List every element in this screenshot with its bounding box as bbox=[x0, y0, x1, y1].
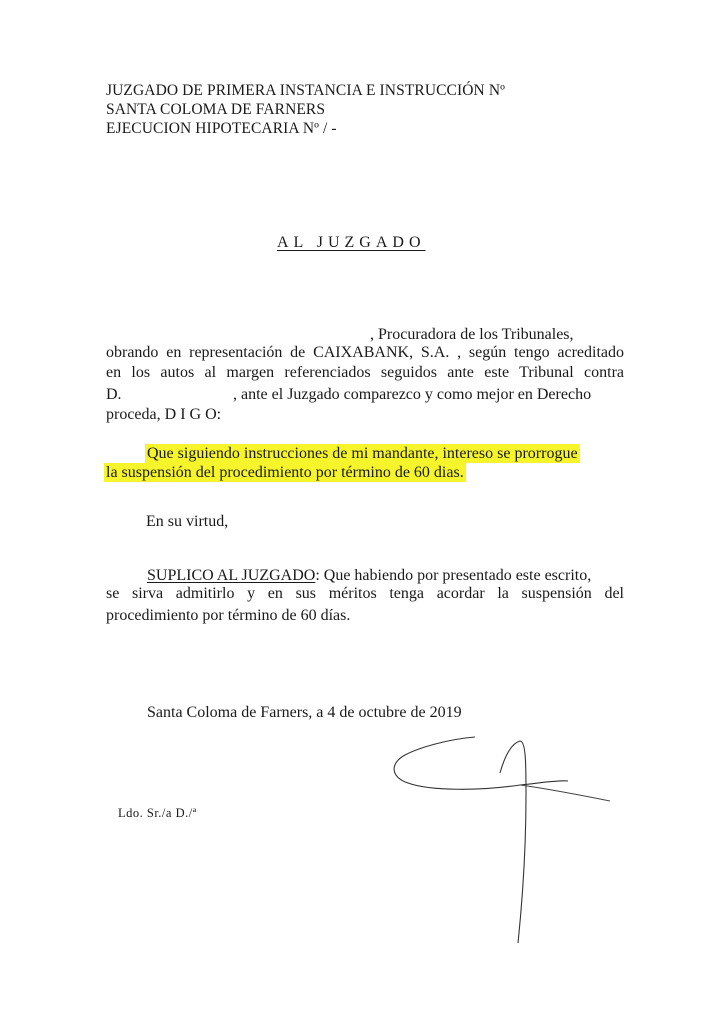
intro-line-1: , Procuradora de los Tribunales, bbox=[370, 326, 574, 343]
signature-tail bbox=[520, 785, 610, 801]
intro-line-4-start: D. bbox=[106, 386, 122, 403]
document-title: AL JUZGADO bbox=[277, 234, 426, 251]
court-location: SANTA COLOMA DE FARNERS bbox=[106, 101, 326, 118]
suplico-line-3: procedimiento por término de 60 días. bbox=[106, 607, 351, 624]
highlight-line-2 bbox=[104, 462, 466, 483]
court-name: JUZGADO DE PRIMERA INSTANCIA E INSTRUCCIÓN Nº bbox=[106, 82, 506, 99]
intro-line-3: en los autos al margen referenciados seguidos ante este Tribunal contra bbox=[106, 364, 624, 381]
suplico-line-1-rest: : Que habiendo por presentado este escrito, bbox=[315, 567, 592, 584]
virtud-text: En su virtud, bbox=[146, 513, 229, 530]
suplico-line-1 bbox=[147, 565, 591, 586]
highlight-line-1 bbox=[145, 443, 580, 464]
suplico-line-2: se sirva admitirlo y en sus méritos tenga acordar la suspensión del bbox=[106, 585, 624, 602]
case-number: EJECUCION HIPOTECARIA Nº / - bbox=[106, 120, 337, 137]
lawyer-line: Ldo. Sr./a D./ª bbox=[118, 806, 197, 820]
highlight-text-2: la suspensión del procedimiento por término de 60 dias. bbox=[106, 464, 464, 481]
handwritten-signature-icon bbox=[380, 725, 630, 955]
suplico-label: SUPLICO AL JUZGADO bbox=[147, 567, 316, 584]
date-line: Santa Coloma de Farners, a 4 de octubre de 2019 bbox=[147, 704, 462, 721]
intro-line-2: obrando en representación de CAIXABANK, S.A. , según tengo acreditado bbox=[106, 344, 624, 361]
intro-line-4-end: , ante el Juzgado comparezco y como mejor en Derecho bbox=[233, 386, 592, 403]
intro-line-5: proceda, D I G O: bbox=[106, 406, 222, 423]
highlight-text-1: Que siguiendo instrucciones de mi mandante, intereso se prorrogue bbox=[147, 445, 578, 462]
signature-loop bbox=[394, 737, 568, 789]
signature-stem bbox=[500, 741, 526, 943]
